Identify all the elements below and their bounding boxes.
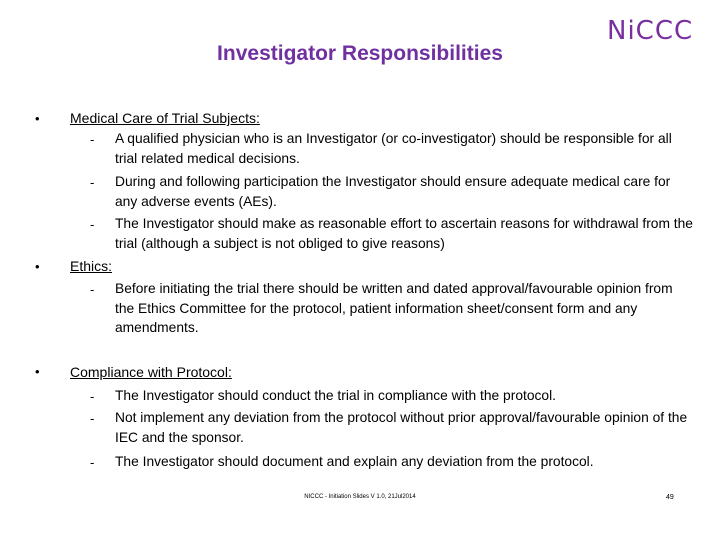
list-item: Not implement any deviation from the protocol without prior approval/favourable opinion of the IEC and the sponsor. <box>115 410 688 445</box>
slide-footer: NICCC - Initiation Slides V 1.0, 21Jul2014 <box>304 494 416 500</box>
page-number: 49 <box>666 494 674 501</box>
section-heading-ethics: Ethics: <box>70 258 113 274</box>
list-item: A qualified physician who is an Investigator (or co-investigator) should be responsible for all trial related medical decisions. <box>115 131 672 166</box>
dash-1-2: - <box>90 175 95 190</box>
dash-3-3: - <box>90 455 95 470</box>
list-item: Before initiating the trial there should be written and dated approval/favourable opinion from the Ethics Committee for the protocol, patient information sheet/consent form and any amendments. <box>115 281 673 335</box>
dash-3-1: - <box>90 389 95 404</box>
niccc-logo: NiCCC <box>607 16 694 46</box>
section-heading-medical-care: Medical Care of Trial Subjects: <box>70 110 260 126</box>
dash-3-2: - <box>90 411 95 426</box>
dash-2-1: - <box>90 282 95 297</box>
dash-1-1: - <box>90 132 95 147</box>
list-item: During and following participation the Investigator should ensure adequate medical care for any adverse events (AEs). <box>115 174 671 209</box>
bullet-dot-1: • <box>35 111 40 126</box>
list-item: The Investigator should make as reasonable effort to ascertain reasons for withdrawal from the trial (although a subject is not obliged to give reasons) <box>115 216 693 251</box>
section-heading-compliance: Compliance with Protocol: <box>70 364 232 380</box>
slide-title: Investigator Responsibilities <box>217 42 503 65</box>
dash-1-3: - <box>90 217 95 232</box>
list-item: The Investigator should document and explain any deviation from the protocol. <box>115 454 594 469</box>
list-item: The Investigator should conduct the trial in compliance with the protocol. <box>115 388 556 403</box>
bullet-dot-2: • <box>35 259 40 274</box>
bullet-dot-3: • <box>35 364 40 379</box>
